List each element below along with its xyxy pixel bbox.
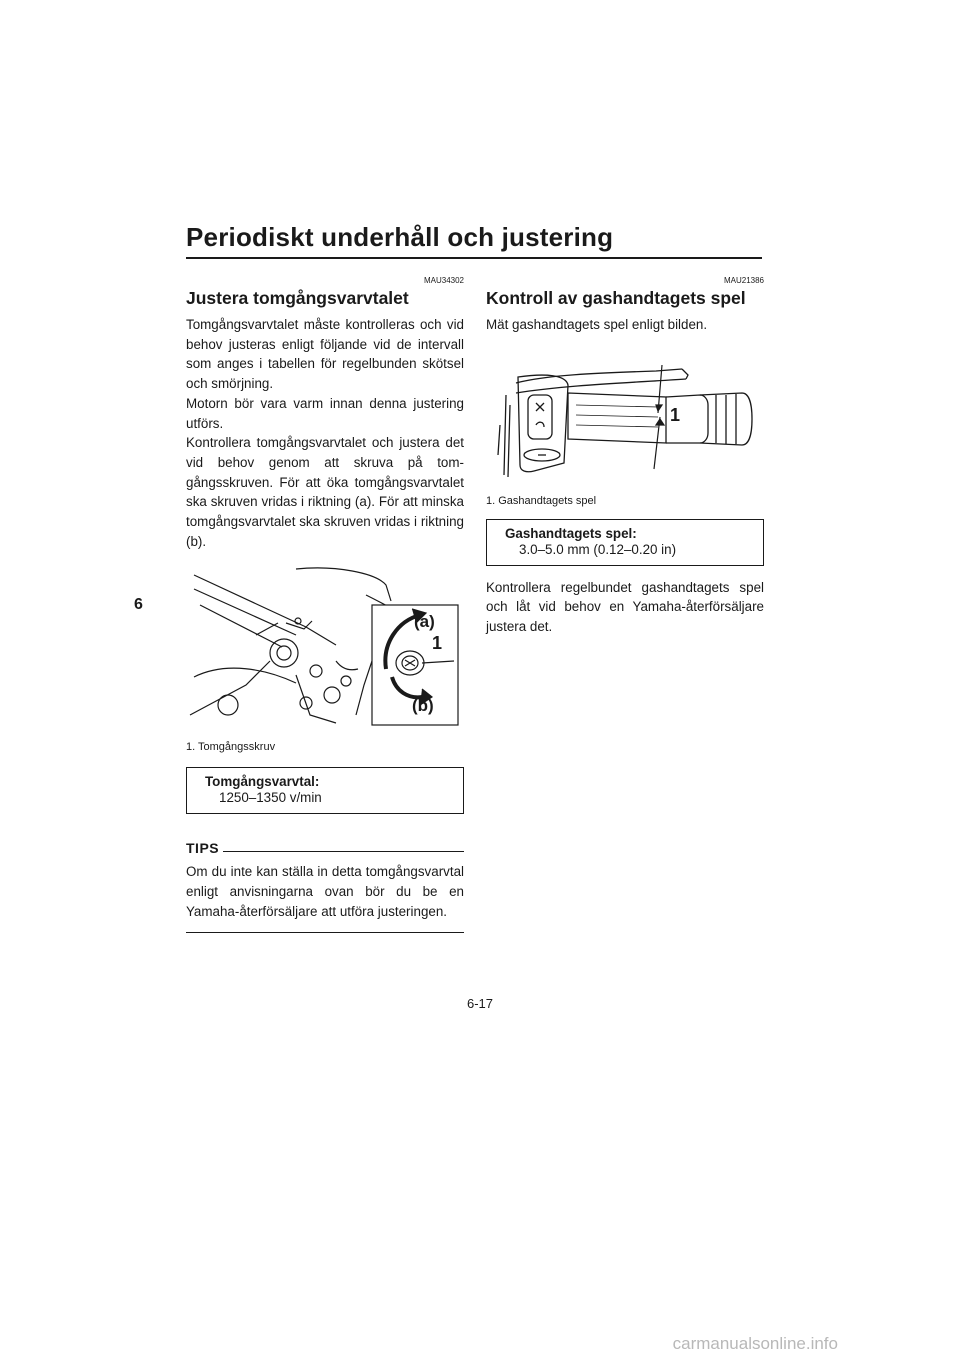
spec-label: Gashandtagets spel:: [505, 525, 637, 541]
label-1: 1: [432, 633, 443, 654]
figure-caption: 1. Tomgångsskruv: [186, 741, 276, 754]
section-heading-throttle: Kontroll av gashandtagets spel: [486, 288, 746, 308]
tips-header: [186, 840, 464, 856]
tips-label: TIPS: [186, 840, 220, 857]
section-code: MAU21386: [723, 276, 764, 285]
label-a: (a): [414, 612, 435, 632]
spec-box-throttle: [486, 519, 764, 566]
spec-value: 1250–1350 v/min: [219, 790, 322, 806]
paragraph: Motorn bör vara varm innan denna justering utförs.: [186, 395, 464, 431]
paragraph: Kontrollera regelbundet gashandtagets spel och låt vid behov en Yamaha-återförsäljare justera det.: [486, 579, 764, 635]
section-heading-idle: Justera tomgångsvarvtalet: [186, 288, 409, 308]
label-1: 1: [670, 404, 681, 425]
section-code: MAU34302: [423, 276, 464, 285]
tips-rule: [223, 851, 464, 852]
throttle-figure: [486, 365, 764, 485]
tips-end-rule: [186, 932, 464, 933]
title-rule: [186, 257, 762, 259]
watermark: carmanualsonline.info: [672, 1334, 838, 1353]
idle-screw-illustration: [186, 565, 464, 735]
figure-caption: 1. Gashandtagets spel: [486, 494, 597, 507]
page-title: Periodiskt underhåll och justering: [186, 222, 614, 252]
spec-box-idle: [186, 767, 464, 814]
page-number: 6-17: [466, 996, 494, 1011]
label-b: (b): [412, 696, 434, 716]
throttle-grip-illustration: [486, 365, 764, 485]
paragraph: Tomgångsvarvtalet måste kontrolleras och vid behov justeras enligt följande vid de intervall som anges i tabellen för regelbunden skötsel och smörjning.: [186, 317, 464, 392]
left-column: [186, 270, 464, 933]
spec-label: Tomgångsvarvtal:: [205, 774, 320, 790]
chapter-tab: 6: [134, 596, 143, 613]
idle-screw-figure: [186, 565, 464, 735]
paragraph: Mät gashandtagets spel enligt bilden.: [486, 317, 708, 332]
paragraph: Kontrollera tomgångsvarvtalet och justera det vid behov genom att skruva på tomgångsskruven. För att öka tomgångsvarvtalet ska skruven vridas i riktning (a). För att minska tomgångsvarvtalet ska skruven vridas i riktning (b).: [186, 435, 464, 549]
right-column: [486, 270, 764, 637]
spec-value: 3.0–5.0 mm (0.12–0.20 in): [519, 541, 677, 557]
tips-text: Om du inte kan ställa in detta tomgångsvarvtal enligt anvisningarna ovan bör du be en Yamaha-återförsäljare att utföra justeringen.: [186, 864, 464, 919]
